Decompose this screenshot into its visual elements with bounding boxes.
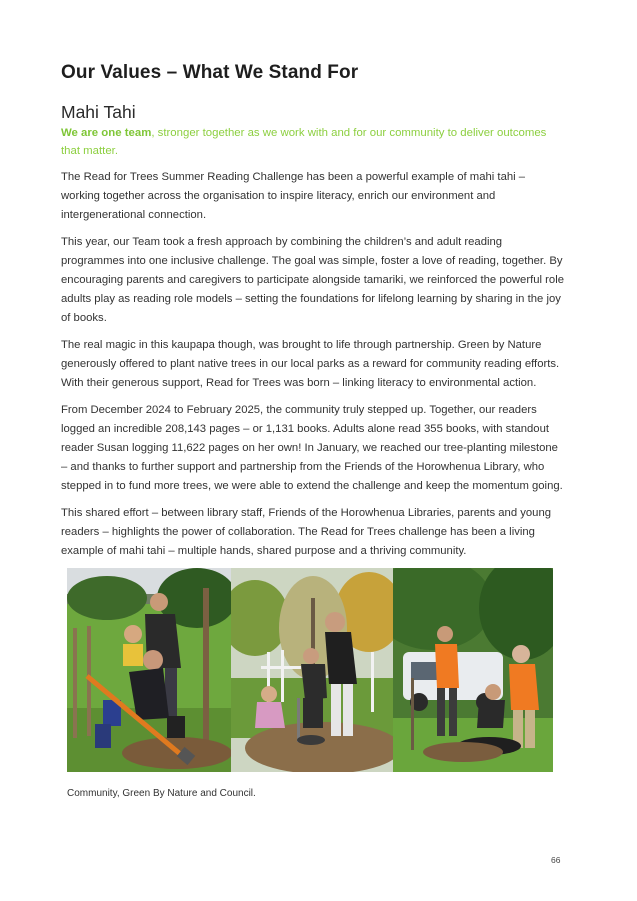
lead-rest: , stronger together as we work with and for our community to deliver outcomes that matter.: [61, 127, 547, 157]
photo-caption: Community, Green By Nature and Council.: [67, 788, 256, 799]
photo-strip: [67, 568, 553, 772]
paragraph: This shared effort – between library staff, Friends of the Horowhenua Libraries, parents and young readers – highlights the power of collaboration. The Read for Trees challenge has been a living example of mahi tahi – multiple hands, shared purpose and a thriving community.: [61, 507, 552, 557]
lead-bold: We are one team: [61, 127, 152, 139]
page-number: 66: [551, 855, 561, 865]
photo-council-planting: [393, 568, 553, 772]
photo-child-digging: [67, 568, 231, 772]
lead-statement: [61, 124, 561, 160]
section-title: Mahi Tahi: [61, 102, 136, 122]
page-heading: Our Values – What We Stand For: [61, 62, 359, 83]
paragraph: This year, our Team took a fresh approach by combining the children’s and adult reading programmes into one inclusive challenge. The goal was simple, foster a love of reading, together. By encouraging parents and caregivers to participate alongside tamariki, we reinforced the powerful role adults play as reading role models – setting the foundations for lifelong learning by sharing in the joy of books.: [61, 236, 564, 324]
body-text: [61, 168, 566, 569]
paragraph: The Read for Trees Summer Reading Challenge has been a powerful example of mahi tahi – working together across the organisation to inspire literacy, enrich our environment and intergenerational connection.: [61, 171, 526, 221]
photo-tree-planting: [231, 568, 393, 772]
paragraph: From December 2024 to February 2025, the community truly stepped up. Together, our readers logged an incredible 208,143 pages – or 1,131 books. Adults alone read 355 books, with standout reader Susan logging 11,622 pages on her own! In January, we reached our tree-planting milestone – and thanks to further support and partnership from the Friends of the Horowhenua Library, who stepped in to fund more trees, we were able to extend the challenge and keep the momentum going.: [61, 404, 563, 492]
paragraph: The real magic in this kaupapa though, was brought to life through partnership. Green by Nature generously offered to plant native trees in our local parks as a reward for community reading efforts. With their generous support, Read for Trees was born – linking literacy to environmental action.: [61, 339, 560, 389]
